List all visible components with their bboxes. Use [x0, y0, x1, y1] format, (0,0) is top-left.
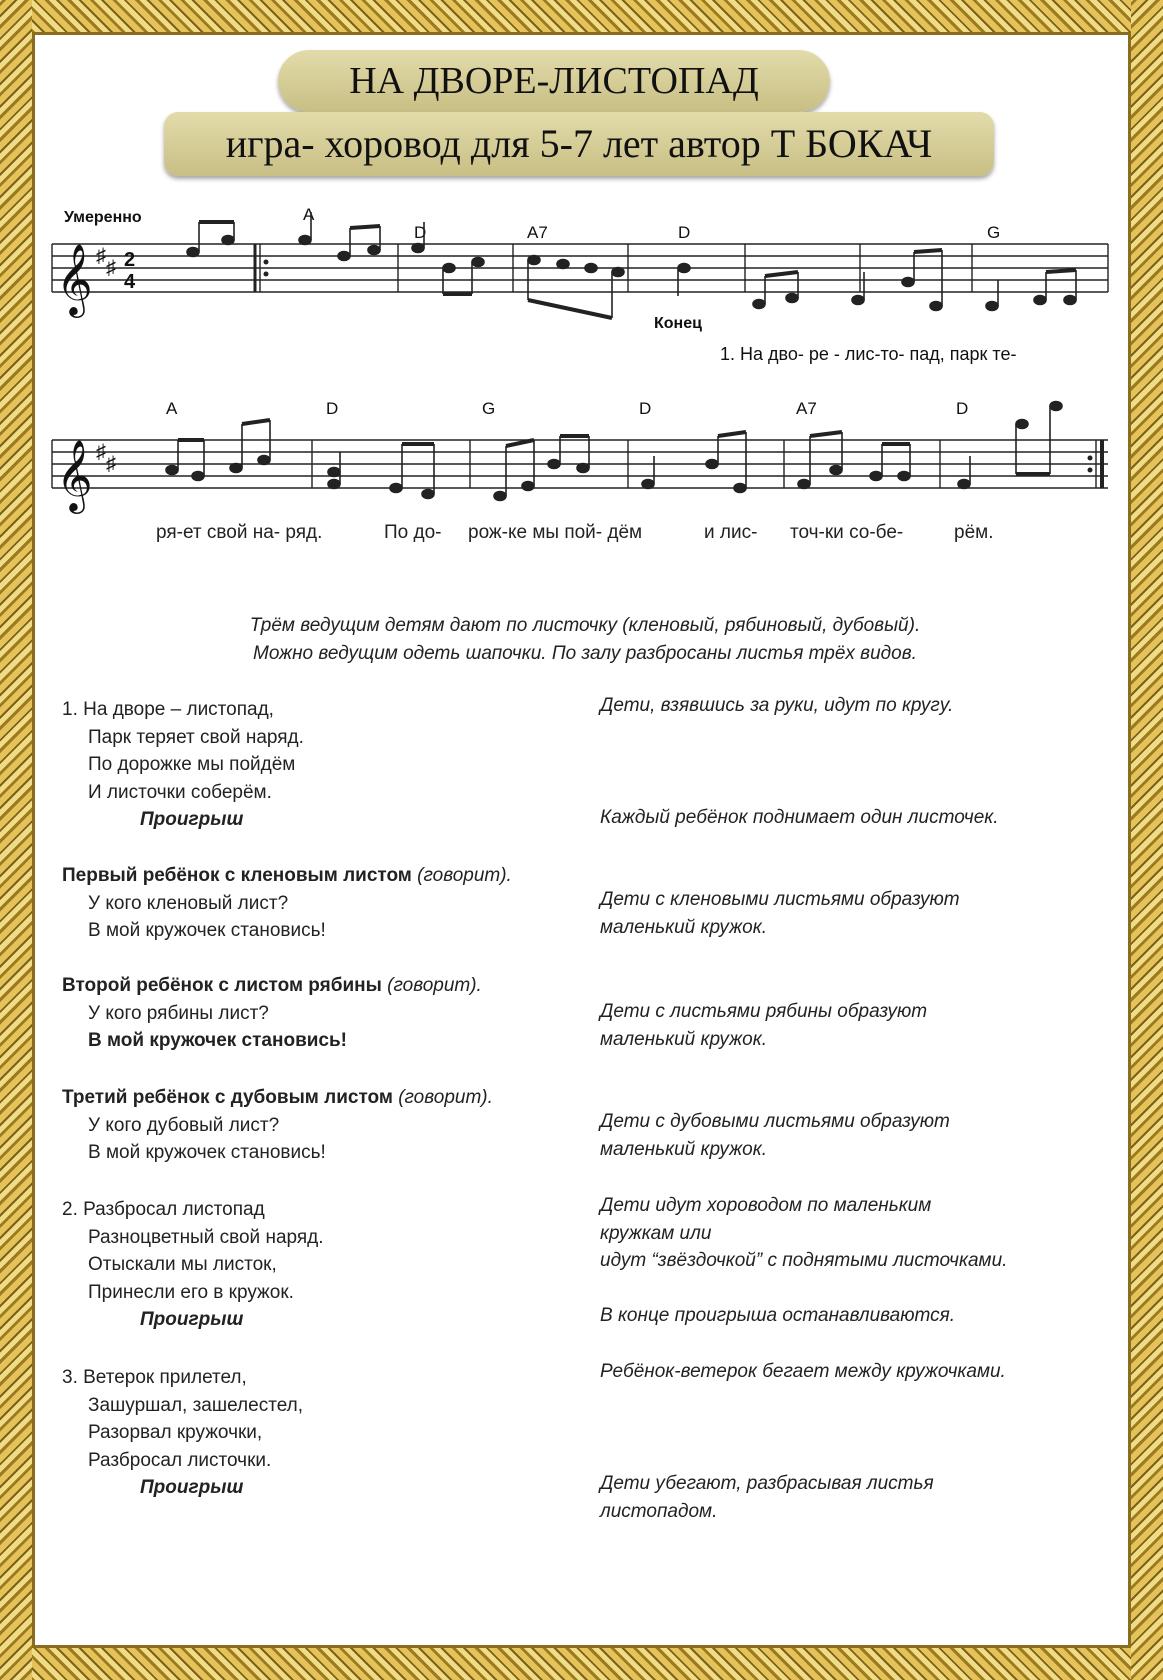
- action-4: [600, 1108, 1120, 1163]
- note-icon: [328, 480, 340, 489]
- speaker-2: [62, 972, 622, 1055]
- time-sig-bottom: 4: [124, 271, 136, 293]
- verse-line: Парк теряет свой наряд.: [88, 726, 304, 748]
- lyric-syllables: рём.: [954, 522, 994, 543]
- verse-line: Зашуршал, зашелестел,: [88, 1394, 303, 1416]
- note-icon: [678, 264, 690, 273]
- speaker-heading: Третий ребёнок с дубовым листом: [62, 1087, 393, 1108]
- note-icon: [1050, 402, 1062, 411]
- chord-symbol: D: [678, 223, 691, 242]
- note-icon: [902, 278, 914, 287]
- verse-line: У кого кленовый лист?: [88, 892, 289, 914]
- chord-symbol: D: [956, 399, 969, 418]
- action-5b: В конце проигрыша останавливаются.: [600, 1305, 956, 1326]
- note-icon: [443, 264, 455, 273]
- chord-symbol: D: [414, 223, 427, 242]
- verse-line: По дорожке мы пойдём: [88, 754, 296, 775]
- music-score: [0, 0, 1163, 560]
- intro-note: [100, 612, 1070, 668]
- action-line: маленький кружок.: [600, 916, 768, 938]
- note-icon: [222, 236, 234, 245]
- lyric-syllables: и лис-: [704, 522, 758, 543]
- speaker-3: [62, 1084, 622, 1167]
- treble-clef-icon: 𝄞: [56, 245, 93, 314]
- speaker-heading: Второй ребёнок с листом рябины: [62, 975, 382, 996]
- end-mark: Конец: [654, 315, 702, 332]
- note-icon: [1034, 296, 1046, 305]
- chord-symbol: A: [166, 399, 178, 418]
- chord-symbol: G: [482, 399, 496, 418]
- verse-line: Разбросал листочки.: [88, 1449, 272, 1471]
- note-icon: [706, 460, 718, 469]
- refrain-label: Проигрыш: [140, 809, 244, 830]
- note-icon: [870, 472, 882, 481]
- note-icon: [187, 248, 199, 257]
- note-icon: [472, 258, 484, 267]
- note-icon: [230, 464, 242, 473]
- refrain-label: Проигрыш: [140, 1477, 244, 1498]
- intro-line: Трём ведущим детям дают по листочку (кленовый, рябиновый, дубовый).: [249, 615, 921, 636]
- lyrics-row-1: 1. На дво- ре - лис-то- пад, парк те-: [720, 344, 1017, 364]
- speaker-note: (говорит).: [417, 865, 512, 886]
- note-icon: [328, 468, 340, 477]
- tempo-marking: Умеренно: [64, 209, 142, 226]
- lyric-syllables: По до-: [384, 522, 442, 543]
- note-icon: [522, 482, 534, 491]
- key-sharp-icon: ♯: [96, 441, 106, 463]
- note-icon: [734, 484, 746, 493]
- speaker-note: (говорит).: [398, 1087, 493, 1108]
- note-icon: [368, 246, 380, 255]
- key-sharp-icon: ♯: [106, 453, 116, 475]
- verse-line: В мой кружочек становись!: [88, 920, 326, 941]
- note-icon: [786, 294, 798, 303]
- verse-1: [62, 696, 582, 834]
- action-line: листопадом.: [600, 1500, 718, 1522]
- repeat-dot-icon: [1088, 456, 1093, 461]
- verse-line: В мой кружочек становись!: [88, 1142, 326, 1163]
- verse-line: 1. На дворе – листопад,: [62, 699, 274, 720]
- verse-3: [62, 1364, 582, 1502]
- note-icon: [422, 490, 434, 499]
- chord-symbol: D: [639, 399, 652, 418]
- repeat-dot-icon: [1088, 468, 1093, 473]
- note-icon: [852, 296, 864, 305]
- lyric-syllables: рож-ке мы пой- дём: [468, 522, 643, 543]
- note-icon: [958, 480, 970, 489]
- action-line: Дети с дубовыми листьями образуют: [600, 1111, 950, 1132]
- note-icon: [557, 260, 569, 269]
- lyric-syllables: ря-ет свой на- ряд.: [156, 522, 323, 543]
- verse-line: В мой кружочек становись!: [88, 1030, 348, 1051]
- action-6: Ребёнок-ветерок бегает между кружочками.: [600, 1361, 1006, 1382]
- action-5: [600, 1192, 1120, 1275]
- verse-2: [62, 1196, 582, 1334]
- verse-line: Отыскали мы листок,: [88, 1254, 277, 1275]
- lyric-syllables: точ-ки со-бе-: [790, 522, 904, 543]
- note-icon: [258, 456, 270, 465]
- verse-line: У кого дубовый лист?: [88, 1114, 280, 1136]
- chord-symbol: A: [303, 205, 315, 224]
- action-1: Дети, взявшись за руки, идут по кругу.: [600, 695, 954, 716]
- note-icon: [898, 472, 910, 481]
- action-3: [600, 998, 1120, 1053]
- action-1b: Каждый ребёнок поднимает один листочек.: [600, 807, 999, 828]
- key-sharp-icon: ♯: [106, 257, 116, 279]
- action-line: Дети идут хороводом по маленьким: [600, 1195, 932, 1216]
- page-subtitle: игра- хоровод для 5-7 лет автор Т БОКАЧ: [164, 112, 994, 176]
- verse-line: 2. Разбросал листопад: [62, 1199, 265, 1220]
- repeat-dot-icon: [264, 260, 269, 265]
- notes-row-1: [187, 212, 1076, 318]
- action-6b: [600, 1470, 1120, 1525]
- refrain-label: Проигрыш: [140, 1309, 244, 1330]
- page-title: НА ДВОРЕ-ЛИСТОПАД: [278, 50, 830, 112]
- action-2: [600, 886, 1120, 941]
- action-line: Дети с листьями рябины образуют: [600, 1001, 928, 1022]
- note-icon: [830, 466, 842, 475]
- intro-line: Можно ведущим одеть шапочки. По залу разбросаны листья трёх видов.: [253, 643, 917, 664]
- action-line: маленький кружок.: [600, 1138, 768, 1160]
- action-line: маленький кружок.: [600, 1028, 768, 1050]
- action-line: Дети убегают, разбрасывая листья: [600, 1473, 934, 1494]
- verse-line: У кого рябины лист?: [88, 1002, 269, 1024]
- verse-line: Разорвал кружочки,: [88, 1422, 263, 1443]
- action-line: кружкам или: [600, 1222, 712, 1244]
- verse-line: Принесли его в кружок.: [88, 1281, 294, 1303]
- note-icon: [642, 480, 654, 489]
- note-icon: [1064, 296, 1076, 305]
- notes-row-2: [166, 402, 1062, 501]
- note-icon: [299, 236, 311, 245]
- note-icon: [528, 256, 540, 265]
- note-icon: [1016, 420, 1028, 429]
- note-icon: [753, 300, 765, 309]
- verse-line: И листочки соберём.: [88, 781, 272, 803]
- note-icon: [577, 464, 589, 473]
- repeat-dot-icon: [264, 272, 269, 277]
- speaker-note: (говорит).: [387, 975, 482, 996]
- note-icon: [494, 492, 506, 501]
- border-chain-bottom: [0, 1648, 1163, 1680]
- note-icon: [390, 484, 402, 493]
- note-icon: [986, 302, 998, 311]
- note-icon: [798, 480, 810, 489]
- note-icon: [612, 268, 624, 277]
- action-line: идут “звёздочкой” с поднятыми листочками.: [600, 1250, 1008, 1271]
- note-icon: [166, 466, 178, 475]
- chord-symbol: A7: [527, 223, 548, 242]
- note-icon: [192, 472, 204, 481]
- verse-line: 3. Ветерок прилетел,: [62, 1367, 247, 1388]
- treble-clef-icon: 𝄞: [56, 441, 93, 510]
- staff-row-1: [52, 244, 1108, 292]
- speaker-1: [62, 862, 622, 945]
- time-sig-top: 2: [124, 249, 136, 271]
- chord-symbol: G: [987, 223, 1001, 242]
- chord-symbol: D: [326, 399, 339, 418]
- note-icon: [585, 264, 597, 273]
- action-line: Дети с кленовыми листьями образуют: [600, 889, 960, 910]
- note-icon: [930, 302, 942, 311]
- speaker-heading: Первый ребёнок с кленовым листом: [62, 865, 412, 886]
- key-sharp-icon: ♯: [96, 245, 106, 267]
- note-icon: [548, 460, 560, 469]
- chord-symbol: A7: [796, 399, 817, 418]
- note-icon: [338, 252, 350, 261]
- verse-line: Разноцветный свой наряд.: [88, 1226, 324, 1248]
- note-icon: [412, 244, 424, 253]
